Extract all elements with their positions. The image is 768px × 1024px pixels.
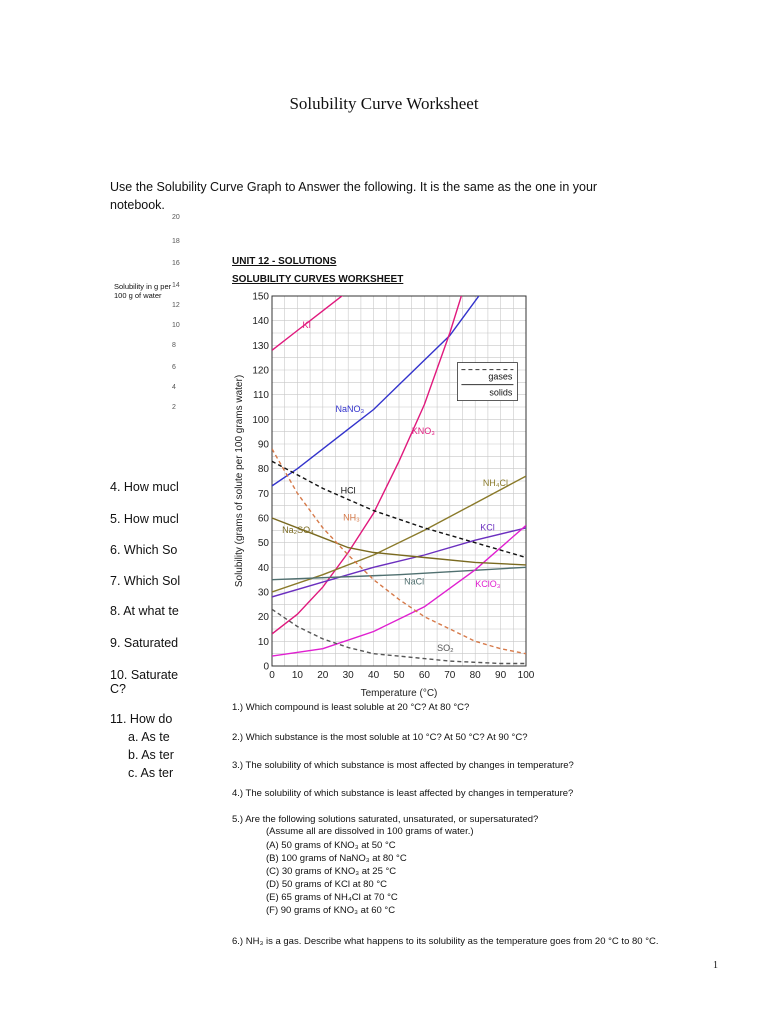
series-label-na2so4: Na₂SO₄ (282, 524, 314, 535)
page-title: Solubility Curve Worksheet (289, 94, 479, 113)
left-question: 11. How do (110, 712, 173, 726)
left-tick: 16 (172, 260, 180, 267)
left-column-fragment (0, 210, 182, 850)
x-tick-label: 10 (291, 670, 303, 681)
legend-gases-label: gases (488, 371, 513, 382)
worksheet-heading: SOLUBILITY CURVES WORKSHEET (232, 274, 404, 285)
y-tick-label: 50 (257, 538, 269, 550)
question-4: 4.) The solubility of which substance is least affected by changes in temperature? (232, 788, 574, 799)
x-tick-label: 60 (418, 670, 430, 681)
left-question: 4. How mucl (110, 480, 179, 494)
left-tick: 6 (172, 364, 176, 371)
y-tick-label: 100 (252, 414, 269, 426)
solubility-chart (228, 286, 538, 698)
y-tick-label: 0 (263, 661, 269, 673)
question-5a: (A) 50 grams of KNO₃ at 50 °C (266, 840, 396, 851)
x-tick-label: 20 (317, 670, 329, 681)
y-tick-label: 140 (252, 316, 269, 328)
left-question: 7. Which Sol (110, 574, 181, 588)
y-tick-label: 120 (252, 365, 269, 377)
left-question: 5. How mucl (110, 512, 179, 526)
series-label-kclo3: KClO₃ (475, 579, 501, 590)
left-axis-label: Solubility in g per 100 g of water (114, 282, 172, 300)
left-question: 9. Saturated (110, 636, 179, 650)
question-1 (232, 702, 469, 714)
left-tick: 12 (172, 302, 180, 309)
series-label-kno3: KNO₃ (411, 426, 435, 437)
series-label-so2: SO₂ (437, 643, 454, 654)
x-tick-label: 90 (495, 670, 507, 681)
unit-heading: UNIT 12 - SOLUTIONS (232, 256, 337, 267)
series-label-hcl: HCl (340, 485, 356, 496)
question-5-note: (Assume all are dissolved in 100 grams of water.) (266, 826, 474, 837)
left-tick: 10 (172, 322, 180, 329)
x-tick-label: 50 (393, 670, 405, 681)
y-tick-label: 130 (252, 340, 269, 352)
left-tick: 18 (172, 238, 180, 245)
question-3: 3.) The solubility of which substance is most affected by changes in temperature? (232, 760, 574, 771)
question-5d: (D) 50 grams of KCl at 80 °C (266, 879, 388, 890)
y-tick-label: 20 (257, 612, 269, 624)
question-5b: (B) 100 grams of NaNO₃ at 80 °C (266, 853, 407, 864)
left-tick: 2 (172, 404, 176, 411)
page-number: 1 (713, 960, 718, 971)
question-text: 1.) Which compound is least soluble at 20 °C? At 80 °C? (232, 702, 470, 713)
series-label-kcl: KCl (480, 522, 495, 533)
y-tick-label: 80 (257, 464, 269, 476)
left-subquestion: b. As ter (128, 748, 174, 762)
x-tick-label: 100 (517, 670, 535, 681)
y-tick-label: 10 (257, 636, 269, 648)
question-5: 5.) Are the following solutions saturated, unsaturated, or supersaturated? (232, 814, 539, 825)
series-label-nh4cl: NH₄Cl (482, 477, 508, 488)
series-label-ki: KI (302, 320, 311, 331)
left-subquestion: a. As te (128, 730, 170, 744)
left-tick: 4 (172, 384, 176, 391)
left-subquestion: c. As ter (128, 766, 174, 780)
y-tick-label: 60 (257, 513, 269, 525)
y-tick-label: 30 (257, 587, 269, 599)
y-tick-label: 150 (252, 291, 269, 303)
intro-text: Use the Solubility Curve Graph to Answer the following. It is the same as the one in your notebook. (110, 180, 598, 212)
x-tick-label: 40 (368, 670, 380, 681)
x-tick-label: 30 (342, 670, 354, 681)
y-tick-label: 40 (257, 562, 269, 574)
left-question: 6. Which So (110, 543, 178, 557)
question-2: 2.) Which substance is the most soluble at 10 °C? At 50 °C? At 90 °C? (232, 732, 528, 743)
question-6: 6.) NH₃ is a gas. Describe what happens to its solubility as the temperature goes from 20 °C to 80 °C. (232, 936, 659, 947)
left-tick: 20 (172, 214, 180, 221)
legend-solids-label: solids (489, 387, 513, 398)
y-tick-label: 90 (257, 439, 269, 451)
left-tick: 8 (172, 342, 176, 349)
y-axis-label: Solubility (grams of solute per 100 grams water) (234, 374, 245, 588)
x-tick-label: 0 (269, 670, 275, 681)
question-5e: (E) 65 grams of NH₄Cl at 70 °C (266, 892, 398, 903)
left-question: 8. At what te (110, 604, 179, 618)
question-5f: (F) 90 grams of KNO₃ at 60 °C (266, 905, 396, 916)
x-axis-label: Temperature (°C) (360, 688, 438, 698)
y-tick-label: 110 (253, 390, 269, 402)
series-label-nano3: NaNO₃ (335, 403, 365, 414)
x-tick-label: 70 (444, 670, 456, 681)
question-5c: (C) 30 grams of KNO₃ at 25 °C (266, 866, 397, 877)
series-label-nacl: NaCl (404, 576, 425, 587)
left-question: C? (110, 682, 126, 696)
left-tick: 14 (172, 282, 180, 289)
left-question: 10. Saturate (110, 668, 179, 682)
y-tick-label: 70 (257, 488, 269, 500)
series-label-nh3: NH₃ (343, 512, 360, 523)
x-tick-label: 80 (469, 670, 481, 681)
